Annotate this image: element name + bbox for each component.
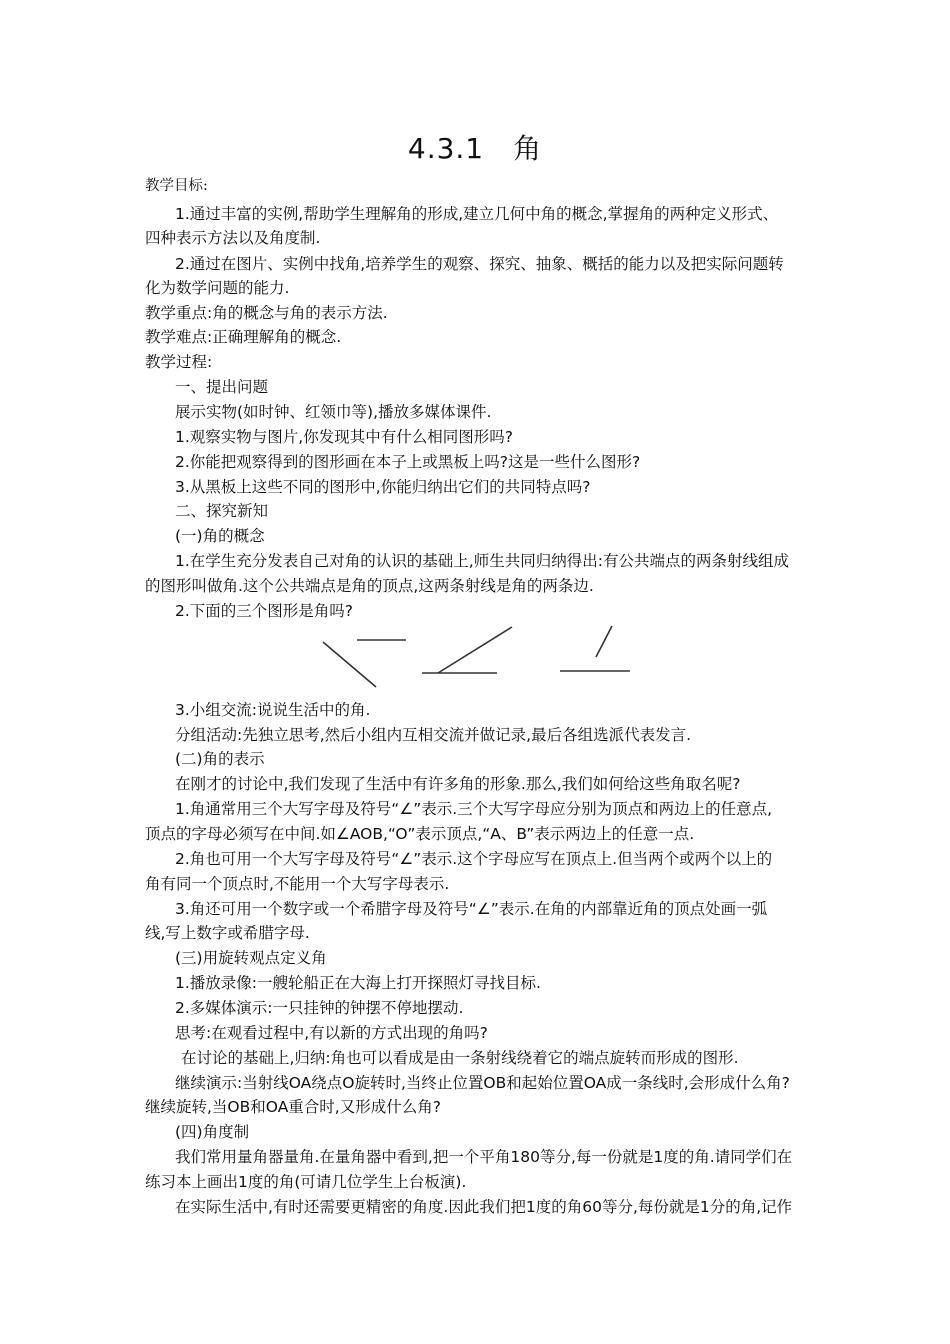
notation-1-line-2: 顶点的字母必须写在中间.如∠AOB,“O”表示顶点,“A、B”表示两边上的任意一点. [145, 825, 695, 843]
process-heading: 教学过程: [145, 353, 213, 371]
notation-3-line-1: 3.角还可用一个数字或一个希腊字母及符号“∠”表示.在角的内部靠近角的顶点处画一弧 [175, 900, 768, 918]
notation-1-line-1: 1.角通常用三个大写字母及符号“∠”表示.三个大写字母应分别为顶点和两边上的任意点, [175, 800, 773, 818]
difficulty: 教学难点:正确理解角的概念. [145, 328, 342, 346]
notation-3-line-2: 线,写上数字或希腊字母. [145, 924, 310, 942]
figure-2-angle [422, 627, 512, 673]
part-1-heading: 一、提出问题 [175, 378, 269, 396]
notation-2-line-2: 角有同一个顶点时,不能用一个大写字母表示. [145, 875, 450, 893]
objective-1-line-1: 1.通过丰富的实例,帮助学生理解角的形成,建立几何中角的概念,掌握角的两种定义形式、 [175, 205, 779, 223]
subsection-degree: (四)角度制 [175, 1123, 250, 1141]
objective-1-line-2: 四种表示方法以及角度制. [145, 229, 321, 247]
figure-3-non-angle [560, 626, 630, 671]
rotation-continue-line-2: 继续旋转,当OB和OA重合时,又形成什么角? [145, 1098, 441, 1116]
figure-1-non-angle [323, 640, 406, 687]
key-point: 教学重点:角的概念与角的表示方法. [145, 304, 388, 322]
angle-figures [300, 615, 660, 695]
subsection-notation: (二)角的表示 [175, 750, 265, 768]
notation-intro: 在刚才的讨论中,我们发现了生活中有许多角的形象.那么,我们如何给这些角取名呢? [175, 775, 741, 793]
question-1: 1.观察实物与图片,你发现其中有什么相同图形吗? [175, 428, 513, 446]
question-2: 2.你能把观察得到的图形画在本子上或黑板上吗?这是一些什么图形? [175, 453, 641, 471]
group-activity: 分组活动:先独立思考,然后小组内互相交流并做记录,最后各组选派代表发言. [175, 726, 692, 744]
rotation-think: 思考:在观看过程中,有以新的方式出现的角吗? [175, 1024, 488, 1042]
rotation-2: 2.多媒体演示:一只挂钟的钟摆不停地摆动. [175, 999, 464, 1017]
rotation-summary: 在讨论的基础上,归纳:角也可以看成是由一条射线绕着它的端点旋转而形成的图形. [181, 1049, 739, 1067]
part-1-intro: 展示实物(如时钟、红领巾等),播放多媒体课件. [175, 403, 492, 421]
degree-1-line-2: 练习本上画出1度的角(可请几位学生上台板演). [145, 1173, 467, 1191]
notation-2-line-1: 2.角也可用一个大写字母及符号“∠”表示.这个字母应写在顶点上.但当两个或两个以上的 [175, 850, 773, 868]
objective-2-line-2: 化为数学问题的能力. [145, 279, 290, 297]
group-discussion: 3.小组交流:说说生活中的角. [175, 701, 371, 719]
objective-2-line-1: 2.通过在图片、实例中找角,培养学生的观察、探究、抽象、概括的能力以及把实际问题转 [175, 255, 784, 273]
degree-1-line-1: 我们常用量角器量角.在量角器中看到,把一个平角180等分,每一份就是1度的角.请同学们在 [175, 1148, 793, 1166]
degree-2-line-1: 在实际生活中,有时还需要更精密的角度.因此我们把1度的角60等分,每份就是1分的角,记作 [175, 1198, 793, 1216]
objectives-heading: 教学目标: [145, 178, 208, 194]
subsection-concept: (一)角的概念 [175, 527, 265, 545]
question-3: 3.从黑板上这些不同的图形中,你能归纳出它们的共同特点吗? [175, 478, 591, 496]
part-2-heading: 二、探究新知 [175, 502, 269, 520]
lesson-title: 4.3.1 角 [407, 132, 543, 165]
rotation-continue-line-1: 继续演示:当射线OA绕点O旋转时,当终止位置OB和起始位置OA成一条线时,会形成什么角? [175, 1074, 790, 1092]
concept-line-1: 1.在学生充分发表自己对角的认识的基础上,师生共同归纳得出:有公共端点的两条射线组成 [175, 552, 789, 570]
rotation-1: 1.播放录像:一艘轮船正在大海上打开探照灯寻找目标. [175, 974, 541, 992]
subsection-rotation: (三)用旋转观点定义角 [175, 949, 327, 967]
figures-question: 2.下面的三个图形是角吗? [175, 602, 354, 620]
concept-line-2: 的图形叫做角.这个公共端点是角的顶点,这两条射线是角的两条边. [145, 577, 594, 595]
